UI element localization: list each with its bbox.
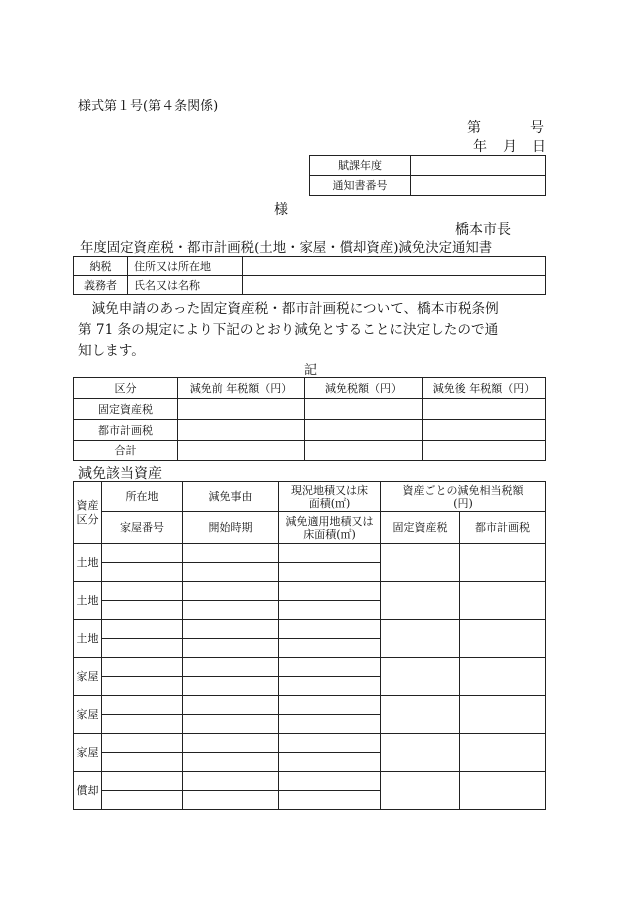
asset-input-cell[interactable]	[183, 791, 279, 810]
taxpayer-label-1: 納税	[74, 257, 128, 276]
asset-category-label: 家屋	[74, 696, 102, 734]
asset-tax-cell[interactable]	[460, 734, 546, 772]
asset-tax-cell[interactable]	[460, 772, 546, 810]
number-prefix: 第	[467, 120, 481, 136]
summary-row-fixed: 固定資産税	[74, 399, 178, 420]
header-asset-category: 資産区分	[74, 482, 102, 544]
summary-row-city: 都市計画税	[74, 420, 178, 441]
notice-number-label: 通知書番号	[310, 176, 411, 196]
asset-input-cell[interactable]	[183, 601, 279, 620]
asset-input-cell[interactable]	[279, 677, 381, 696]
asset-input-cell[interactable]	[279, 696, 381, 715]
taxpayer-label-2: 義務者	[74, 276, 128, 295]
asset-input-cell[interactable]	[183, 658, 279, 677]
asset-tax-cell[interactable]	[381, 696, 460, 734]
asset-input-cell[interactable]	[102, 715, 183, 734]
date-day: 日	[532, 139, 546, 155]
asset-input-cell[interactable]	[279, 544, 381, 563]
asset-category-label: 家屋	[74, 734, 102, 772]
header-house-number: 家屋番号	[102, 512, 183, 544]
asset-tax-cell[interactable]	[381, 658, 460, 696]
asset-input-cell[interactable]	[279, 772, 381, 791]
issuer: 橋本市長	[455, 222, 511, 238]
asset-input-cell[interactable]	[279, 601, 381, 620]
asset-tax-cell[interactable]	[381, 544, 460, 582]
asset-tax-cell[interactable]	[460, 696, 546, 734]
address-label: 住所又は所在地	[128, 257, 243, 276]
asset-input-cell[interactable]	[102, 753, 183, 772]
ki-label: 記	[304, 363, 318, 378]
body-line-2: 第 71 条の規定により下記のとおり減免とすることに決定したので通	[78, 322, 499, 338]
asset-input-cell[interactable]	[183, 563, 279, 582]
header-tax-equivalent: 資産ごとの減免相当税額(円)	[381, 482, 546, 512]
asset-input-cell[interactable]	[183, 753, 279, 772]
header-fixed-asset-tax: 固定資産税	[381, 512, 460, 544]
asset-input-cell[interactable]	[102, 734, 183, 753]
header-start-time: 開始時期	[183, 512, 279, 544]
summary-header-kubun: 区分	[74, 378, 178, 399]
body-line-3: 知します。	[78, 343, 145, 359]
address-value[interactable]	[243, 257, 546, 276]
asset-category-label: 土地	[74, 582, 102, 620]
asset-input-cell[interactable]	[279, 753, 381, 772]
asset-input-cell[interactable]	[102, 601, 183, 620]
notice-number-value[interactable]	[411, 176, 546, 196]
asset-input-cell[interactable]	[102, 696, 183, 715]
asset-category-label: 土地	[74, 544, 102, 582]
assets-heading: 減免該当資産	[78, 466, 162, 482]
asset-input-cell[interactable]	[183, 696, 279, 715]
asset-input-cell[interactable]	[183, 772, 279, 791]
summary-cell[interactable]	[423, 399, 546, 420]
summary-cell[interactable]	[178, 399, 305, 420]
asset-tax-cell[interactable]	[381, 620, 460, 658]
asset-input-cell[interactable]	[102, 620, 183, 639]
summary-cell[interactable]	[305, 441, 423, 461]
recipient-suffix: 様	[274, 202, 288, 218]
summary-header-before: 減免前 年税額（円）	[178, 378, 305, 399]
summary-cell[interactable]	[178, 420, 305, 441]
asset-input-cell[interactable]	[102, 658, 183, 677]
tax-year-label: 賦課年度	[310, 156, 411, 176]
asset-tax-cell[interactable]	[460, 582, 546, 620]
asset-input-cell[interactable]	[102, 639, 183, 658]
asset-category-label: 家屋	[74, 658, 102, 696]
asset-input-cell[interactable]	[102, 677, 183, 696]
asset-input-cell[interactable]	[102, 791, 183, 810]
summary-header-after: 減免後 年税額（円）	[423, 378, 546, 399]
header-applied-area: 減免適用地積又は床面積(㎡)	[279, 512, 381, 544]
header-location: 所在地	[102, 482, 183, 512]
asset-input-cell[interactable]	[102, 772, 183, 791]
document-title: 年度固定資産税・都市計画税(土地・家屋・償却資産)減免決定通知書	[80, 241, 493, 256]
asset-input-cell[interactable]	[102, 544, 183, 563]
form-label: 様式第１号(第４条関係)	[78, 99, 219, 114]
asset-input-cell[interactable]	[102, 582, 183, 601]
asset-input-cell[interactable]	[279, 734, 381, 753]
summary-cell[interactable]	[423, 420, 546, 441]
header-city-planning-tax: 都市計画税	[460, 512, 546, 544]
body-line-1: 減免申請のあった固定資産税・都市計画税について、橋本市税条例	[78, 301, 499, 317]
asset-input-cell[interactable]	[279, 658, 381, 677]
summary-header-reduction: 減免税額（円）	[305, 378, 423, 399]
asset-tax-cell[interactable]	[460, 658, 546, 696]
asset-input-cell[interactable]	[279, 563, 381, 582]
asset-input-cell[interactable]	[183, 639, 279, 658]
summary-cell[interactable]	[178, 441, 305, 461]
summary-table	[73, 377, 546, 461]
taxpayer-table	[73, 256, 546, 295]
asset-input-cell[interactable]	[183, 620, 279, 639]
assets-table	[73, 481, 546, 810]
asset-category-label: 土地	[74, 620, 102, 658]
date-year: 年	[473, 139, 487, 155]
asset-input-cell[interactable]	[183, 544, 279, 563]
asset-input-cell[interactable]	[183, 582, 279, 601]
asset-input-cell[interactable]	[183, 734, 279, 753]
asset-tax-cell[interactable]	[460, 544, 546, 582]
asset-input-cell[interactable]	[279, 791, 381, 810]
asset-tax-cell[interactable]	[381, 734, 460, 772]
asset-input-cell[interactable]	[279, 582, 381, 601]
summary-row-total: 合計	[74, 441, 178, 461]
name-label: 氏名又は名称	[128, 276, 243, 295]
asset-input-cell[interactable]	[279, 639, 381, 658]
asset-input-cell[interactable]	[102, 563, 183, 582]
asset-tax-cell[interactable]	[381, 582, 460, 620]
asset-tax-cell[interactable]	[460, 620, 546, 658]
date-month: 月	[503, 139, 517, 155]
summary-cell[interactable]	[305, 399, 423, 420]
reference-table	[309, 155, 546, 196]
name-value[interactable]	[243, 276, 546, 295]
asset-input-cell[interactable]	[183, 677, 279, 696]
summary-cell[interactable]	[305, 420, 423, 441]
number-suffix: 号	[530, 120, 544, 136]
asset-input-cell[interactable]	[279, 620, 381, 639]
asset-category-label: 償却	[74, 772, 102, 810]
header-reason: 減免事由	[183, 482, 279, 512]
asset-tax-cell[interactable]	[381, 772, 460, 810]
summary-cell[interactable]	[423, 441, 546, 461]
tax-year-value[interactable]	[411, 156, 546, 176]
asset-input-cell[interactable]	[279, 715, 381, 734]
header-area: 現況地積又は床面積(㎡)	[279, 482, 381, 512]
asset-input-cell[interactable]	[183, 715, 279, 734]
